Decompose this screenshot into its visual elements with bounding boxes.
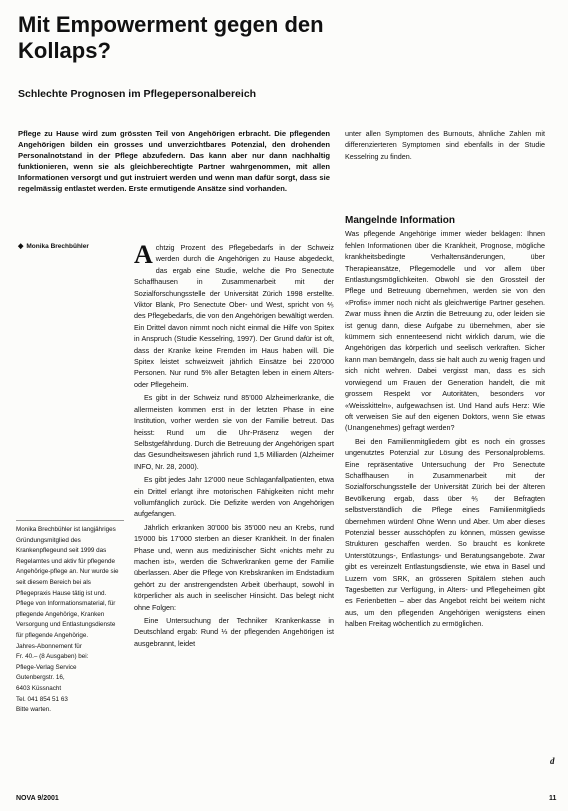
byline xyxy=(18,242,118,250)
city: 6403 Küssnacht xyxy=(16,684,62,692)
drop-cap: A xyxy=(134,240,153,269)
bullet-diamond-icon: ◆ xyxy=(18,243,24,250)
body-column-middle xyxy=(134,242,334,651)
order-price: Fr. 40.– (8 Ausgaben) bei: xyxy=(16,653,89,661)
magazine-issue: NOVA 9/2001 xyxy=(16,795,59,802)
body-column-right xyxy=(345,215,545,632)
paragraph: Bei den Familienmitgliedern gibt es noch ein grosses ungenutztes Potenzial zur Lösung des Personalproblems. Eine repräsentative Untersuchung der Pro Senectute Schaffhausen in Zusammenarbeit mit der Sozialforschungsstelle der Universität Zürich bei der älteren Bevölkerung ergab, dass über ⅘ der Befragten selbstverständlich die Pflege eines Familienmitglieds übernehmen würden! Ohne Wenn und Aber. Um aber dieses Potenzial besser ausschöpfen zu können, müssen gewisse Strukturen geschaffen werden. So braucht es konkrete Unterstützungs-, Entlastungs- und Beratungsangebote. Zwar gibt es vereinzelt Entlastungsdienste, wie etwa in Basel und Luzern vom SRK, an grösseren Spitälern stehen auch Tagesbetten zur Verfügung, in Alters- und Pflegeheimen gibt es Ferienbetten – aber das Angebot reicht bei weitem nicht aus, um den pflegenden Angehörigen wenigstens einen halben Freitag wöchentlich zu ermöglichen. xyxy=(345,436,545,629)
page-number: 11 xyxy=(549,795,557,802)
paragraph: Eine Untersuchung der Techniker Krankenkasse in Deutschland ergab: Rund ⅓ der pflegenden Angehörigen ist ausgebrannt, leidet xyxy=(134,616,334,648)
paragraph: Was pflegende Angehörige immer wieder beklagen: Ihnen fehlen Informationen über die Krankheit, Prognose, mögliche krankheitsbedingte Verhaltensänderungen, über Therapieansätze, Pflegemodelle und vor allem über Entlastungsmöglichkeiten. Obwohl sie den Grossteil der Pflege und Betreuung übernehmen, werden sie von den «Profis» immer noch nicht als gleichwertige Partner gesehen. Zwar muss ihnen die Arztin die Betreuung zu, oder leiden sie ist genug dann, diese Aufgabe zu übernehmen, aber sie kümmern sich ennenteesend nicht wirklich darum, wie die Angehörigen das körperlich und seelisch verkraften. Sicher kann man bemängeln, dass sie halt auch zu wenig fragen und sich nicht wehren. Dabei vergisst man, dass es sich vorwiegend um Frauen der Generation handelt, die mit grossem Respekt vor Autoritäten, besonders vor «Weisskitteln», aufgewachsen ist. Und Hand aufs Herz: Wie oft verweisen Sie auf den eigenen Doktors, wenn Sie etwas (Unangenehmes) gefragt werden? xyxy=(345,229,545,433)
paragraph: Es gibt jedes Jahr 12'000 neue Schlaganfallpatienten, etwa ein Drittel erlangt ihre motorischen Fähigkeiten nicht mehr vollumfänglich zurück. Die Defizite werden von Angehörigen aufgefangen. xyxy=(134,475,334,519)
article-lead: Pflege zu Hause wird zum grössten Teil von Angehörigen erbracht. Die pflegenden Angehörigen bilden ein grosses und unverzichtbares Potenzial, den drohenden Personalnotstand in der Pflege abzufedern. Das kann aber nur dann nachhaltig funktionieren, wenn sie als gleichberechtigte Partner wahrgenommen, mit allen Informationen versorgt und gut instruiert werden und wenn man dafür sorgt, dass sie regelmässig entlastet werden. Erste ermutigende Ansätze sind vorhanden. xyxy=(18,129,330,193)
order-label: Jahres-Abonnement für xyxy=(16,642,82,650)
paragraph-text: chtzig Prozent des Pflegebedarfs in der Schweiz werden durch die Angehörigen zu Hause abgedeckt, das ergab eine Studie, welche die Pro Senectute Schaffhausen in Zusammenarbeit mit der Sozialforschungsstelle der Universität Zürich 1998 erstellte. Viktor Blank, Pro Senectute Ober- und West, spricht von ⅘ des Pflegebedarfs, die von den Angehörigen bewältigt werden. Ein Drittel davon nimmt noch nicht einmal die Hilfe von Spitex in Anspruch (Studie Kesselring, 1997). Der Grund dafür ist oft, dass der Kranke keine Fremden im Haus haben will. Die Spitex leistet schweizweit jährlich Einsätze bei 220'000 Personen. Nur rund 5% aller Betagten leben in einem Alters- oder Pflegeheim. xyxy=(134,243,334,389)
section-heading: Mangelnde Information xyxy=(345,215,455,226)
phone: Tel. 041 854 51 63 xyxy=(16,695,68,703)
article-subtitle: Schlechte Prognosen im Pflegepersonalbereich xyxy=(18,88,257,100)
sidebar-note: Bitte warten. xyxy=(16,706,51,714)
article-title: Mit Empowerment gegen den Kollaps? xyxy=(18,12,324,63)
paragraph: unter allen Symptomen des Burnouts, ähnliche Zahlen mit differenzierteren Symptomen sind ebenfalls in der Studie Kesselring zu finden. xyxy=(345,129,545,161)
edge-mark: d xyxy=(550,756,555,766)
author-sidebar xyxy=(16,520,124,716)
street: Gutenbergstr. 16, xyxy=(16,674,65,682)
paragraph: Jährlich erkranken 30'000 bis 35'000 neu an Krebs, rund 15'000 bis 17'000 sterben an dieser Krankheit. In der finalen Phase und, wenn aus medizinischer Sicht «nichts mehr zu machen ist», werden die Schwerkranken gerne der Familie überlassen. Aber die Pflege von Krebskranken im Endstadium gehört zu der anstrengendsten Arbeit überhaupt, sowohl in körperlicher als auch in seelischer Hinsicht. Das belegt nicht ohne Folgen: xyxy=(134,522,334,612)
body-column-right-top xyxy=(345,128,545,164)
publisher: Pflege-Verlag Service xyxy=(16,663,77,671)
author-bio: Monika Brechbühler ist langjähriges Gründungsmitglied des Krankenpflegeund seit 1999 das Regelamtes und aktiv für pflegende Angehörige-pflege an. Nur wurde sie seit diesem Bereich bei als Pflegepraxis Hause tätig ist und. Pflege von Informationsmaterial, für pflegende Angehörige, Kranken Versorgung und Entlastungsdienste für pflegende Angehörige. xyxy=(16,526,119,639)
paragraph xyxy=(134,242,334,390)
paragraph: Es gibt in der Schweiz rund 85'000 Alzheimerkranke, die allermeisten kommen erst in der letzten Phase in eine Institution, vorher werden sie von der Familie betreut. Das heisst: Rund um die Uhr-Präsenz wegen der Selbstgefährdung. Durch die Betreuung der Angehörigen spart das Gesundheitswesen jährlich rund 1,5 Milliarden (Alzheimer INFO, Nr. 28, 2000). xyxy=(134,393,334,471)
author-name: Monika Brechbühler xyxy=(26,242,89,250)
